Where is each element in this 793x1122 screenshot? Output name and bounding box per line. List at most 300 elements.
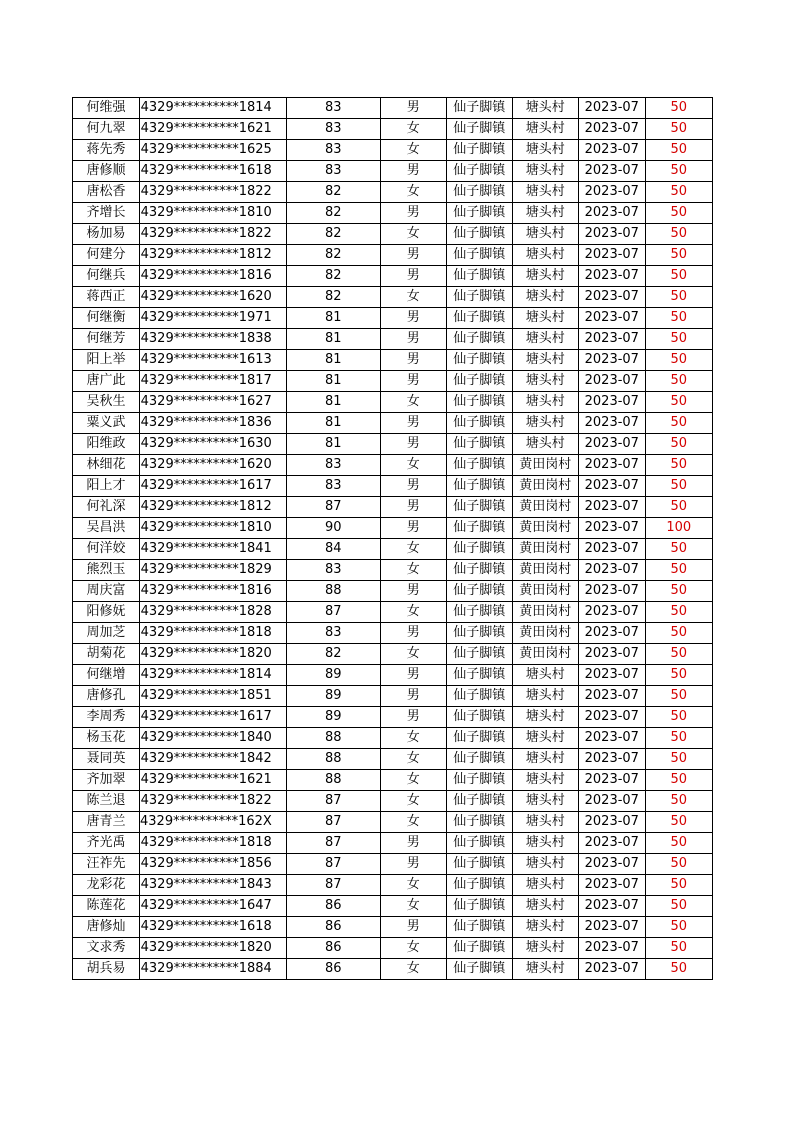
cell-month: 2023-07 [578, 896, 645, 917]
cell-amount: 50 [645, 308, 712, 329]
cell-name: 林细花 [73, 455, 140, 476]
cell-month: 2023-07 [578, 791, 645, 812]
cell-town: 仙子脚镇 [446, 644, 512, 665]
cell-amount: 50 [645, 392, 712, 413]
cell-gender: 女 [380, 119, 446, 140]
table-row [73, 434, 713, 455]
table-row [73, 560, 713, 581]
cell-town: 仙子脚镇 [446, 434, 512, 455]
cell-id-number: 4329**********1817 [140, 371, 287, 392]
cell-id-number: 4329**********1620 [140, 287, 287, 308]
cell-gender: 女 [380, 392, 446, 413]
cell-village: 塘头村 [512, 98, 578, 119]
table-row [73, 245, 713, 266]
cell-id-number: 4329**********1971 [140, 308, 287, 329]
cell-age: 90 [286, 518, 380, 539]
cell-amount: 50 [645, 434, 712, 455]
cell-month: 2023-07 [578, 140, 645, 161]
cell-id-number: 4329**********1814 [140, 665, 287, 686]
cell-id-number: 4329**********1818 [140, 833, 287, 854]
cell-town: 仙子脚镇 [446, 140, 512, 161]
cell-village: 塘头村 [512, 812, 578, 833]
cell-age: 82 [286, 203, 380, 224]
cell-id-number: 4329**********162X [140, 812, 287, 833]
cell-id-number: 4329**********1814 [140, 98, 287, 119]
cell-age: 87 [286, 602, 380, 623]
cell-id-number: 4329**********1613 [140, 350, 287, 371]
cell-village: 塘头村 [512, 119, 578, 140]
cell-name: 何继兵 [73, 266, 140, 287]
cell-amount: 50 [645, 476, 712, 497]
table-row [73, 665, 713, 686]
cell-id-number: 4329**********1618 [140, 161, 287, 182]
cell-amount: 50 [645, 371, 712, 392]
cell-name: 胡菊花 [73, 644, 140, 665]
cell-name: 何继增 [73, 665, 140, 686]
cell-month: 2023-07 [578, 917, 645, 938]
table-row [73, 161, 713, 182]
cell-gender: 女 [380, 938, 446, 959]
cell-amount: 50 [645, 119, 712, 140]
cell-gender: 女 [380, 287, 446, 308]
cell-name: 聂同英 [73, 749, 140, 770]
cell-month: 2023-07 [578, 203, 645, 224]
cell-month: 2023-07 [578, 686, 645, 707]
cell-amount: 50 [645, 329, 712, 350]
cell-gender: 女 [380, 539, 446, 560]
cell-name: 阳维政 [73, 434, 140, 455]
cell-id-number: 4329**********1812 [140, 497, 287, 518]
cell-village: 塘头村 [512, 833, 578, 854]
cell-gender: 男 [380, 686, 446, 707]
cell-month: 2023-07 [578, 350, 645, 371]
cell-gender: 男 [380, 623, 446, 644]
cell-village: 塘头村 [512, 245, 578, 266]
table-row [73, 644, 713, 665]
cell-month: 2023-07 [578, 581, 645, 602]
cell-id-number: 4329**********1840 [140, 728, 287, 749]
table-row [73, 959, 713, 980]
cell-town: 仙子脚镇 [446, 665, 512, 686]
cell-village: 塘头村 [512, 203, 578, 224]
cell-amount: 50 [645, 938, 712, 959]
cell-name: 蒋先秀 [73, 140, 140, 161]
cell-age: 88 [286, 728, 380, 749]
table-row [73, 140, 713, 161]
cell-amount: 50 [645, 287, 712, 308]
cell-town: 仙子脚镇 [446, 371, 512, 392]
cell-amount: 50 [645, 896, 712, 917]
cell-month: 2023-07 [578, 98, 645, 119]
cell-town: 仙子脚镇 [446, 203, 512, 224]
cell-month: 2023-07 [578, 749, 645, 770]
cell-gender: 女 [380, 959, 446, 980]
cell-month: 2023-07 [578, 245, 645, 266]
cell-name: 唐广此 [73, 371, 140, 392]
cell-month: 2023-07 [578, 728, 645, 749]
cell-village: 黄田岗村 [512, 623, 578, 644]
table-row [73, 854, 713, 875]
cell-age: 86 [286, 938, 380, 959]
cell-age: 83 [286, 623, 380, 644]
cell-town: 仙子脚镇 [446, 329, 512, 350]
table-row [73, 455, 713, 476]
cell-age: 83 [286, 476, 380, 497]
cell-id-number: 4329**********1836 [140, 413, 287, 434]
cell-amount: 50 [645, 812, 712, 833]
table-row [73, 350, 713, 371]
cell-town: 仙子脚镇 [446, 749, 512, 770]
cell-village: 黄田岗村 [512, 602, 578, 623]
cell-village: 黄田岗村 [512, 518, 578, 539]
cell-gender: 女 [380, 644, 446, 665]
cell-amount: 50 [645, 203, 712, 224]
cell-village: 塘头村 [512, 707, 578, 728]
cell-town: 仙子脚镇 [446, 245, 512, 266]
table-row [73, 392, 713, 413]
table-row [73, 791, 713, 812]
cell-town: 仙子脚镇 [446, 833, 512, 854]
cell-month: 2023-07 [578, 518, 645, 539]
table-row [73, 476, 713, 497]
cell-age: 81 [286, 350, 380, 371]
cell-town: 仙子脚镇 [446, 728, 512, 749]
cell-amount: 50 [645, 413, 712, 434]
cell-gender: 男 [380, 98, 446, 119]
cell-month: 2023-07 [578, 182, 645, 203]
cell-id-number: 4329**********1828 [140, 602, 287, 623]
cell-amount: 50 [645, 623, 712, 644]
cell-village: 塘头村 [512, 308, 578, 329]
cell-age: 89 [286, 707, 380, 728]
cell-month: 2023-07 [578, 266, 645, 287]
cell-name: 周庆富 [73, 581, 140, 602]
cell-month: 2023-07 [578, 854, 645, 875]
cell-name: 齐增长 [73, 203, 140, 224]
cell-month: 2023-07 [578, 644, 645, 665]
cell-amount: 100 [645, 518, 712, 539]
cell-month: 2023-07 [578, 119, 645, 140]
cell-id-number: 4329**********1822 [140, 224, 287, 245]
cell-id-number: 4329**********1822 [140, 791, 287, 812]
cell-gender: 男 [380, 833, 446, 854]
cell-age: 82 [286, 224, 380, 245]
cell-age: 89 [286, 686, 380, 707]
cell-amount: 50 [645, 707, 712, 728]
cell-id-number: 4329**********1829 [140, 560, 287, 581]
cell-village: 塘头村 [512, 791, 578, 812]
cell-age: 83 [286, 560, 380, 581]
cell-name: 周加芝 [73, 623, 140, 644]
cell-gender: 男 [380, 245, 446, 266]
cell-village: 塘头村 [512, 329, 578, 350]
cell-name: 阳上才 [73, 476, 140, 497]
cell-town: 仙子脚镇 [446, 119, 512, 140]
cell-village: 塘头村 [512, 182, 578, 203]
cell-amount: 50 [645, 161, 712, 182]
cell-month: 2023-07 [578, 938, 645, 959]
cell-name: 文求秀 [73, 938, 140, 959]
cell-amount: 50 [645, 140, 712, 161]
cell-amount: 50 [645, 539, 712, 560]
cell-village: 黄田岗村 [512, 581, 578, 602]
cell-age: 89 [286, 665, 380, 686]
cell-month: 2023-07 [578, 161, 645, 182]
cell-village: 塘头村 [512, 938, 578, 959]
cell-month: 2023-07 [578, 371, 645, 392]
subsidy-table [72, 97, 713, 980]
cell-id-number: 4329**********1820 [140, 644, 287, 665]
cell-town: 仙子脚镇 [446, 455, 512, 476]
cell-id-number: 4329**********1820 [140, 938, 287, 959]
table-row [73, 119, 713, 140]
table-row [73, 266, 713, 287]
table-row [73, 203, 713, 224]
cell-gender: 男 [380, 266, 446, 287]
cell-month: 2023-07 [578, 413, 645, 434]
cell-village: 黄田岗村 [512, 476, 578, 497]
cell-id-number: 4329**********1621 [140, 770, 287, 791]
cell-name: 杨玉花 [73, 728, 140, 749]
cell-age: 81 [286, 392, 380, 413]
cell-town: 仙子脚镇 [446, 623, 512, 644]
cell-name: 胡兵易 [73, 959, 140, 980]
cell-amount: 50 [645, 560, 712, 581]
cell-name: 齐光禹 [73, 833, 140, 854]
table-row [73, 98, 713, 119]
table-row [73, 602, 713, 623]
cell-town: 仙子脚镇 [446, 602, 512, 623]
cell-town: 仙子脚镇 [446, 266, 512, 287]
cell-village: 塘头村 [512, 224, 578, 245]
cell-month: 2023-07 [578, 623, 645, 644]
cell-town: 仙子脚镇 [446, 392, 512, 413]
cell-village: 塘头村 [512, 665, 578, 686]
cell-amount: 50 [645, 686, 712, 707]
cell-age: 82 [286, 644, 380, 665]
cell-age: 81 [286, 329, 380, 350]
cell-village: 塘头村 [512, 728, 578, 749]
cell-id-number: 4329**********1838 [140, 329, 287, 350]
cell-name: 杨加易 [73, 224, 140, 245]
table-row [73, 686, 713, 707]
cell-amount: 50 [645, 350, 712, 371]
cell-month: 2023-07 [578, 875, 645, 896]
cell-town: 仙子脚镇 [446, 182, 512, 203]
cell-month: 2023-07 [578, 287, 645, 308]
cell-amount: 50 [645, 770, 712, 791]
cell-village: 塘头村 [512, 266, 578, 287]
cell-name: 何继芳 [73, 329, 140, 350]
cell-id-number: 4329**********1618 [140, 917, 287, 938]
cell-name: 吴秋生 [73, 392, 140, 413]
cell-age: 81 [286, 413, 380, 434]
cell-name: 阳上举 [73, 350, 140, 371]
cell-town: 仙子脚镇 [446, 98, 512, 119]
cell-age: 82 [286, 182, 380, 203]
cell-gender: 女 [380, 749, 446, 770]
cell-month: 2023-07 [578, 497, 645, 518]
cell-age: 83 [286, 455, 380, 476]
cell-name: 唐青兰 [73, 812, 140, 833]
cell-name: 齐加翠 [73, 770, 140, 791]
cell-gender: 男 [380, 707, 446, 728]
cell-amount: 50 [645, 959, 712, 980]
cell-town: 仙子脚镇 [446, 518, 512, 539]
table-row [73, 770, 713, 791]
cell-gender: 男 [380, 203, 446, 224]
cell-month: 2023-07 [578, 707, 645, 728]
cell-month: 2023-07 [578, 476, 645, 497]
cell-age: 83 [286, 119, 380, 140]
cell-town: 仙子脚镇 [446, 350, 512, 371]
cell-month: 2023-07 [578, 434, 645, 455]
cell-name: 龙彩花 [73, 875, 140, 896]
cell-gender: 男 [380, 581, 446, 602]
cell-amount: 50 [645, 749, 712, 770]
cell-name: 何继衡 [73, 308, 140, 329]
cell-village: 黄田岗村 [512, 497, 578, 518]
cell-name: 何礼深 [73, 497, 140, 518]
table-row [73, 812, 713, 833]
cell-id-number: 4329**********1620 [140, 455, 287, 476]
cell-gender: 女 [380, 728, 446, 749]
cell-id-number: 4329**********1810 [140, 518, 287, 539]
cell-id-number: 4329**********1884 [140, 959, 287, 980]
cell-town: 仙子脚镇 [446, 896, 512, 917]
cell-amount: 50 [645, 581, 712, 602]
cell-id-number: 4329**********1621 [140, 119, 287, 140]
cell-age: 87 [286, 875, 380, 896]
cell-amount: 50 [645, 917, 712, 938]
cell-name: 李周秀 [73, 707, 140, 728]
cell-name: 何建分 [73, 245, 140, 266]
cell-town: 仙子脚镇 [446, 287, 512, 308]
cell-month: 2023-07 [578, 329, 645, 350]
cell-village: 塘头村 [512, 770, 578, 791]
cell-age: 82 [286, 245, 380, 266]
cell-age: 81 [286, 308, 380, 329]
cell-gender: 男 [380, 854, 446, 875]
cell-age: 82 [286, 266, 380, 287]
cell-age: 81 [286, 371, 380, 392]
cell-id-number: 4329**********1625 [140, 140, 287, 161]
cell-village: 塘头村 [512, 140, 578, 161]
cell-name: 熊烈玉 [73, 560, 140, 581]
cell-id-number: 4329**********1822 [140, 182, 287, 203]
cell-name: 陈兰退 [73, 791, 140, 812]
cell-amount: 50 [645, 875, 712, 896]
cell-id-number: 4329**********1627 [140, 392, 287, 413]
cell-village: 塘头村 [512, 371, 578, 392]
table-row [73, 728, 713, 749]
cell-village: 黄田岗村 [512, 539, 578, 560]
cell-village: 塘头村 [512, 686, 578, 707]
table-row [73, 539, 713, 560]
cell-name: 何洋姣 [73, 539, 140, 560]
cell-town: 仙子脚镇 [446, 854, 512, 875]
cell-gender: 女 [380, 224, 446, 245]
table-row [73, 896, 713, 917]
cell-month: 2023-07 [578, 602, 645, 623]
cell-gender: 女 [380, 791, 446, 812]
cell-age: 88 [286, 581, 380, 602]
cell-gender: 女 [380, 896, 446, 917]
cell-town: 仙子脚镇 [446, 413, 512, 434]
cell-village: 塘头村 [512, 875, 578, 896]
cell-name: 唐修顺 [73, 161, 140, 182]
cell-gender: 男 [380, 371, 446, 392]
cell-village: 塘头村 [512, 287, 578, 308]
cell-age: 83 [286, 98, 380, 119]
cell-age: 87 [286, 833, 380, 854]
cell-id-number: 4329**********1818 [140, 623, 287, 644]
cell-town: 仙子脚镇 [446, 539, 512, 560]
cell-gender: 男 [380, 329, 446, 350]
cell-gender: 女 [380, 560, 446, 581]
cell-gender: 女 [380, 182, 446, 203]
cell-name: 汪祚先 [73, 854, 140, 875]
cell-month: 2023-07 [578, 665, 645, 686]
cell-name: 阳修妩 [73, 602, 140, 623]
cell-age: 86 [286, 896, 380, 917]
cell-gender: 男 [380, 497, 446, 518]
table-row [73, 917, 713, 938]
cell-id-number: 4329**********1842 [140, 749, 287, 770]
cell-month: 2023-07 [578, 833, 645, 854]
cell-village: 塘头村 [512, 749, 578, 770]
cell-village: 塘头村 [512, 854, 578, 875]
table-row [73, 707, 713, 728]
cell-gender: 女 [380, 602, 446, 623]
cell-town: 仙子脚镇 [446, 560, 512, 581]
table-row [73, 623, 713, 644]
cell-village: 塘头村 [512, 161, 578, 182]
cell-id-number: 4329**********1851 [140, 686, 287, 707]
cell-amount: 50 [645, 224, 712, 245]
cell-id-number: 4329**********1816 [140, 581, 287, 602]
cell-month: 2023-07 [578, 959, 645, 980]
cell-gender: 男 [380, 308, 446, 329]
cell-town: 仙子脚镇 [446, 938, 512, 959]
table-row [73, 497, 713, 518]
cell-month: 2023-07 [578, 560, 645, 581]
cell-town: 仙子脚镇 [446, 959, 512, 980]
cell-amount: 50 [645, 182, 712, 203]
cell-village: 黄田岗村 [512, 455, 578, 476]
cell-month: 2023-07 [578, 812, 645, 833]
table-body [73, 98, 713, 980]
cell-gender: 男 [380, 917, 446, 938]
cell-village: 黄田岗村 [512, 560, 578, 581]
cell-village: 黄田岗村 [512, 644, 578, 665]
cell-town: 仙子脚镇 [446, 497, 512, 518]
table-row [73, 413, 713, 434]
cell-age: 83 [286, 161, 380, 182]
cell-gender: 女 [380, 455, 446, 476]
cell-village: 塘头村 [512, 434, 578, 455]
cell-village: 塘头村 [512, 959, 578, 980]
cell-amount: 50 [645, 833, 712, 854]
cell-name: 唐修孔 [73, 686, 140, 707]
cell-gender: 男 [380, 665, 446, 686]
cell-month: 2023-07 [578, 308, 645, 329]
cell-id-number: 4329**********1630 [140, 434, 287, 455]
cell-gender: 男 [380, 476, 446, 497]
cell-age: 87 [286, 854, 380, 875]
cell-age: 88 [286, 749, 380, 770]
cell-village: 塘头村 [512, 896, 578, 917]
